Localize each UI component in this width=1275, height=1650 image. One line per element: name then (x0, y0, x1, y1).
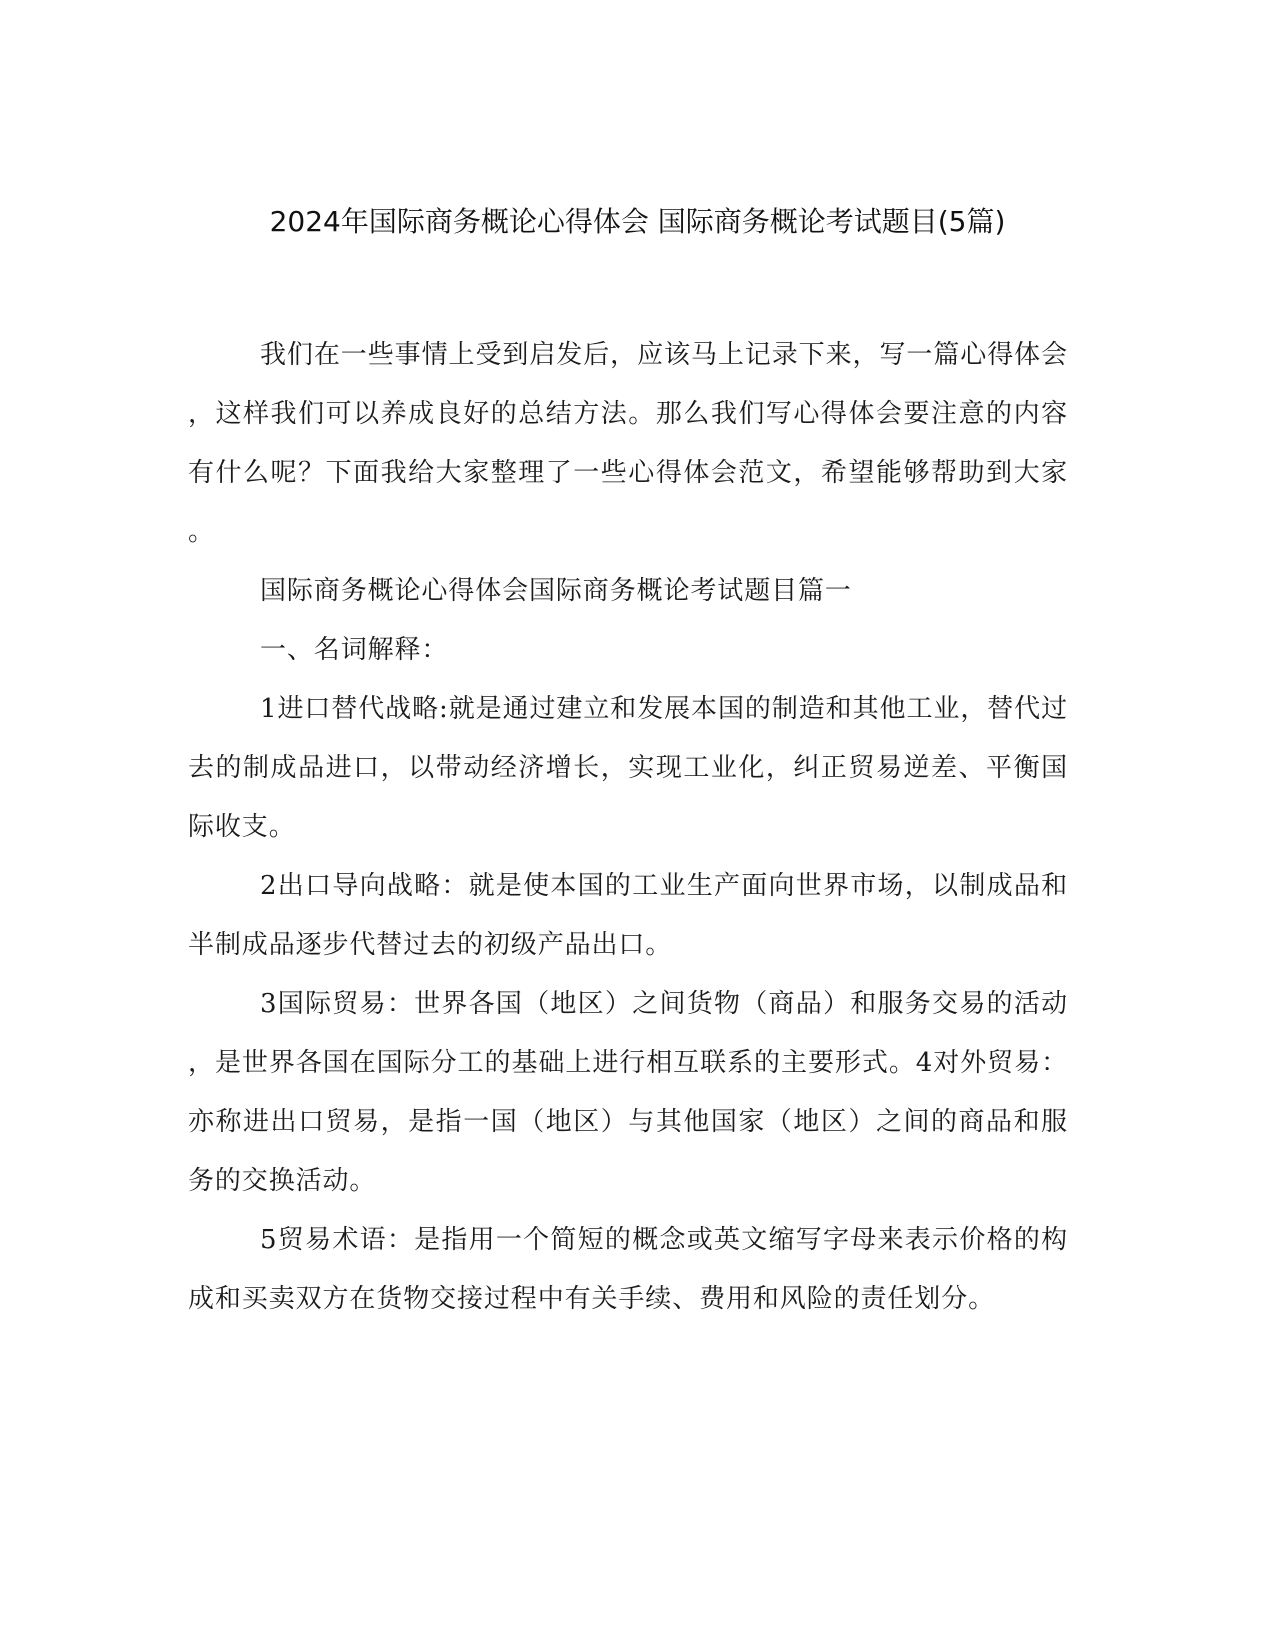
definition-paragraph-3: 3国际贸易：世界各国（地区）之间货物（商品）和服务交易的活动，是世界各国在国际分工的基础上进行相互联系的主要形式。4对外贸易：亦称进出口贸易，是指一国（地区）与其他国家（地区）之间的商品和服务的交换活动。 (188, 989, 1068, 1196)
document-body (188, 326, 1068, 1329)
definition-paragraph-1: 1进口替代战略:就是通过建立和发展本国的制造和其他工业，替代过去的制成品进口，以带动经济增长，实现工业化，纠正贸易逆差、平衡国际收支。 (188, 694, 1068, 842)
subsection-heading: 一、名词解释： (260, 635, 449, 665)
definition-paragraph-2: 2出口导向战略：就是使本国的工业生产面向世界市场，以制成品和半制成品逐步代替过去的初级产品出口。 (188, 871, 1068, 960)
definition-paragraph-4: 5贸易术语：是指用一个简短的概念或英文缩写字母来表示价格的构成和买卖双方在货物交接过程中有关手续、费用和风险的责任划分。 (188, 1225, 1068, 1314)
document-title: 2024年国际商务概论心得体会 国际商务概论考试题目(5篇) (269, 205, 1006, 238)
intro-paragraph: 我们在一些事情上受到启发后，应该马上记录下来，写一篇心得体会，这样我们可以养成良好的总结方法。那么我们写心得体会要注意的内容有什么呢？下面我给大家整理了一些心得体会范文，希望能够帮助到大家。 (188, 340, 1068, 547)
section-heading: 国际商务概论心得体会国际商务概论考试题目篇一 (260, 576, 852, 606)
